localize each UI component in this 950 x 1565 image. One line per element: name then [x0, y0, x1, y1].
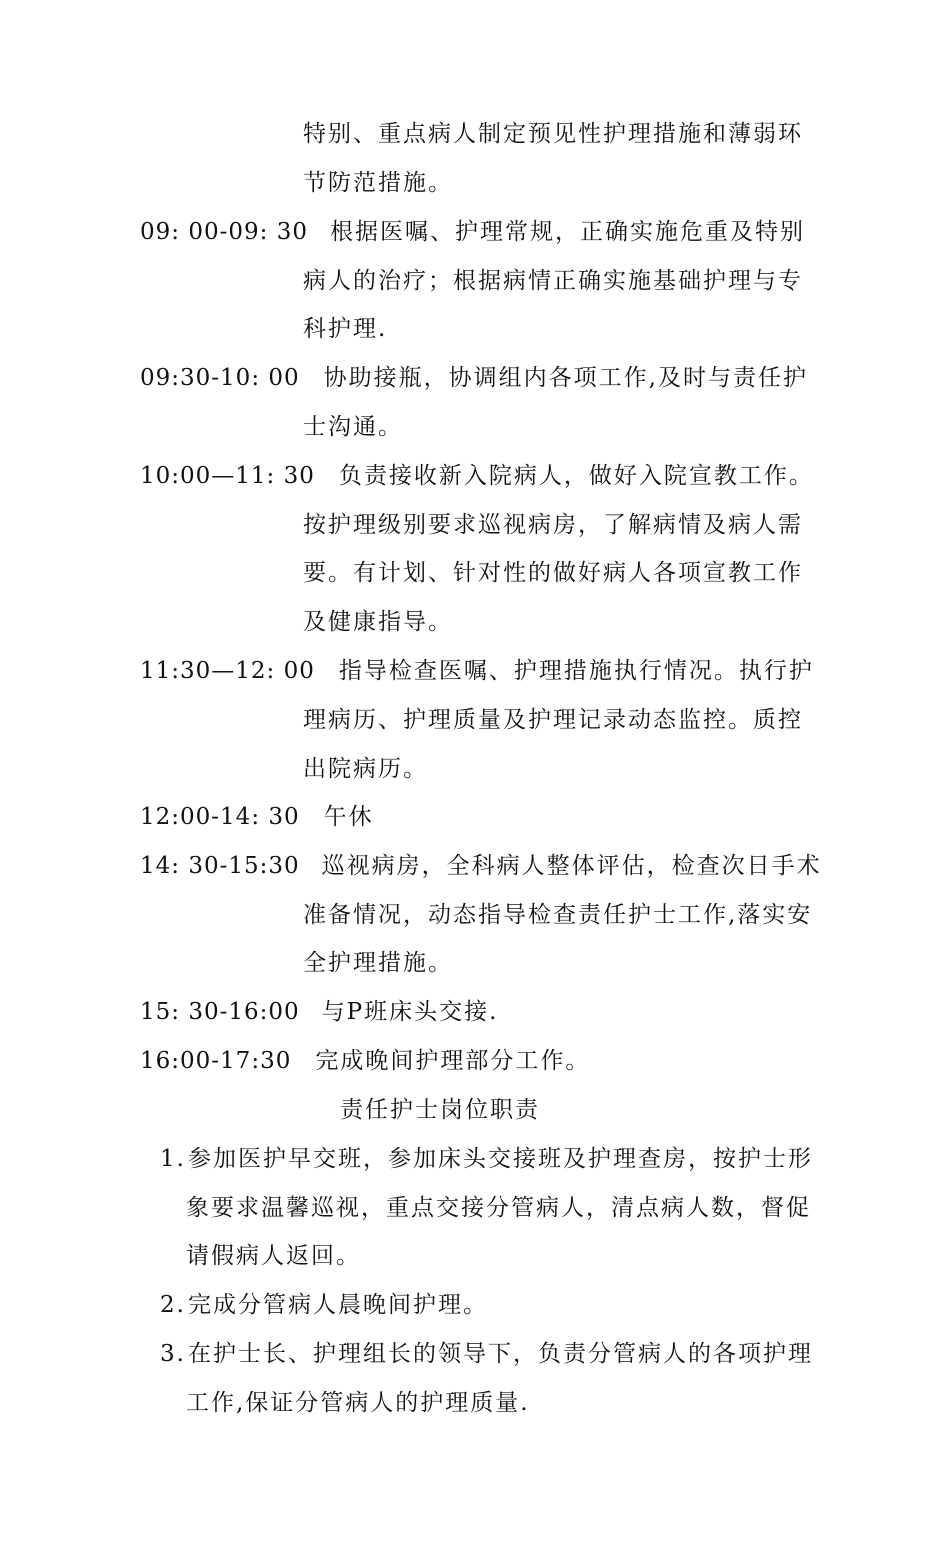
schedule-text-continuation: 全护理措施。 — [303, 950, 453, 976]
duty-number: 3. — [160, 1341, 186, 1367]
schedule-entry-row — [140, 1045, 590, 1077]
schedule-entry-row — [140, 655, 814, 687]
schedule-time: 16:00-17:30 — [140, 1048, 292, 1074]
schedule-entry-row — [140, 216, 805, 248]
schedule-text-continuation: 病人的治疗；根据病情正确实施基础护理与专 — [303, 268, 803, 294]
duty-text: 完成分管病人晨晚间护理。 — [187, 1292, 488, 1318]
duty-text-continuation: 象要求温馨巡视，重点交接分管病人，清点病人数，督促 — [186, 1195, 811, 1221]
schedule-time: 14: 30-15:30 — [140, 853, 300, 879]
duty-text-continuation: 请假病人返回。 — [186, 1243, 361, 1269]
duty-item-row — [160, 1289, 488, 1321]
schedule-entry-row — [140, 801, 374, 833]
schedule-text: 与P班床头交接. — [321, 999, 499, 1025]
intro-line: 节防范措施。 — [303, 170, 453, 196]
schedule-text-continuation: 按护理级别要求巡视病房，了解病情及病人需 — [303, 512, 803, 538]
schedule-text: 完成晚间护理部分工作。 — [315, 1048, 591, 1074]
schedule-text: 指导检查医嘱、护理措施执行情况。执行护 — [338, 658, 814, 684]
schedule-text-continuation: 出院病历。 — [303, 756, 428, 782]
schedule-time: 11:30—12: 00 — [140, 658, 315, 684]
schedule-time: 10:00—11: 30 — [140, 463, 315, 489]
schedule-text: 巡视病房，全科病人整体评估，检查次日手术 — [321, 853, 822, 879]
section-title: 责任护士岗位职责 — [340, 1097, 540, 1123]
duty-text: 参加医护早交班，参加床头交接班及护理查房，按护士形 — [187, 1146, 813, 1172]
schedule-entry-row — [140, 996, 498, 1028]
schedule-text-continuation: 及健康指导。 — [303, 609, 453, 635]
schedule-text: 协助接瓶，协调组内各项工作,及时与责任护 — [323, 365, 808, 391]
schedule-text-continuation: 科护理. — [303, 316, 388, 342]
schedule-text-continuation: 士沟通。 — [303, 414, 403, 440]
schedule-entry-row — [140, 362, 808, 394]
schedule-time: 09: 00-09: 30 — [140, 219, 308, 245]
duty-text: 在护士长、护理组长的领导下，负责分管病人的各项护理 — [187, 1341, 813, 1367]
schedule-text-continuation: 理病历、护理质量及护理记录动态监控。质控 — [303, 707, 803, 733]
schedule-text: 午休 — [323, 804, 374, 830]
duty-text-continuation: 工作,保证分管病人的护理质量. — [186, 1390, 530, 1416]
duty-number: 1. — [160, 1146, 186, 1172]
duty-item-row — [160, 1143, 813, 1175]
intro-line: 特别、重点病人制定预见性护理措施和薄弱环 — [303, 121, 803, 147]
schedule-text: 根据医嘱、护理常规，正确实施危重及特别 — [329, 219, 805, 245]
schedule-time: 15: 30-16:00 — [140, 999, 300, 1025]
schedule-entry-row — [140, 850, 822, 882]
duty-number: 2. — [160, 1292, 186, 1318]
schedule-entry-row — [140, 460, 814, 492]
schedule-text: 负责接收新入院病人，做好入院宣教工作。 — [338, 463, 814, 489]
schedule-time: 09:30-10: 00 — [140, 365, 300, 391]
duty-item-row — [160, 1338, 813, 1370]
schedule-text-continuation: 要。有计划、针对性的做好病人各项宣教工作 — [303, 560, 803, 586]
schedule-text-continuation: 准备情况，动态指导检查责任护士工作,落实安 — [303, 902, 813, 928]
schedule-time: 12:00-14: 30 — [140, 804, 300, 830]
